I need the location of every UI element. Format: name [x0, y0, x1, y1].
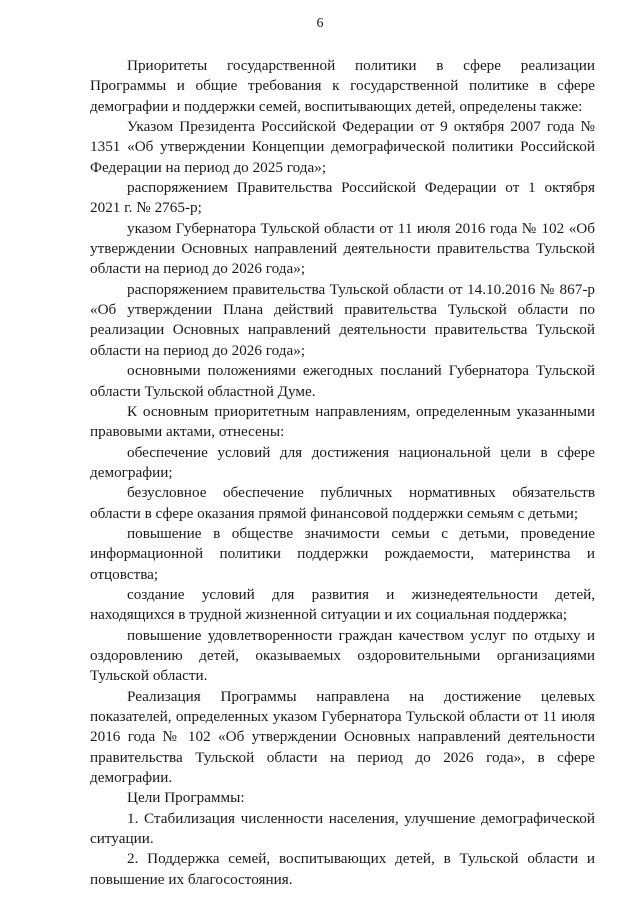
- paragraph-governor-decree: указом Губернатора Тульской области от 11 июля 2016 года № 102 «Об утверждении Основных направлений деятельности правительства Тульской области на период до 2026 года»;: [90, 219, 595, 278]
- paragraph-goal-1: 1. Стабилизация численности населения, улучшение демографической ситуации.: [90, 809, 595, 848]
- paragraph-regional-order: распоряжением правительства Тульской области от 14.10.2016 № 867-р «Об утверждении Плана действий правительства Тульской области по реализации Основных направлений деятельности правительства Тульской области на период до 2026 года»;: [90, 280, 595, 359]
- paragraph-goal-2: 2. Поддержка семей, воспитывающих детей, в Тульской области и повышение их благосостояния.: [90, 850, 595, 888]
- paragraph-program-implementation: Реализация Программы направлена на достижение целевых показателей, определенных указом Губернатора Тульской области от 11 июля 2016 года № 102 «Об утверждении Основных направлений деятельности правительства Тульской области на период до 2026 года», в сфере демографии.: [90, 687, 595, 787]
- paragraph-direction-2: безусловное обеспечение публичных нормативных обязательств области в сфере оказания прямой финансовой поддержки семьям с детьми;: [90, 484, 595, 522]
- paragraph-presidential-decree: Указом Президента Российской Федерации от 9 октября 2007 года № 1351 «Об утверждении Концепции демографической политики Российской Федерации на период до 2025 года»;: [90, 118, 595, 176]
- paragraph-direction-3: повышение в обществе значимости семьи с детьми, проведение информационной политики поддержки рождаемости, материнства и отцовства;: [90, 524, 595, 583]
- document-body: [90, 56, 595, 890]
- paragraph-priorities-intro: Приоритеты государственной политики в сфере реализации Программы и общие требования к государственной политике в сфере демографии и поддержки семей, воспитывающих детей, определены также:: [90, 57, 595, 115]
- paragraph-direction-1: обеспечение условий для достижения национальной цели в сфере демографии;: [90, 443, 595, 481]
- paragraph-main-directions: К основным приоритетным направлениям, определенным указанными правовыми актами, отнесены:: [90, 402, 595, 441]
- paragraph-direction-5: повышение удовлетворенности граждан качеством услуг по отдыху и оздоровлению детей, оказываемых оздоровительными организациями Тульской области.: [90, 626, 595, 685]
- paragraph-program-goals-heading: Цели Программы:: [127, 789, 245, 807]
- page-number: 6: [316, 16, 324, 31]
- paragraph-direction-4: создание условий для развития и жизнедеятельности детей, находящихся в трудной жизненной ситуации и их социальная поддержка;: [90, 585, 595, 624]
- paragraph-governor-messages: основными положениями ежегодных посланий Губернатора Тульской области Тульской областной Думе.: [90, 362, 595, 400]
- paragraph-government-order: распоряжением Правительства Российской Федерации от 1 октября 2021 г. № 2765-р;: [90, 179, 595, 217]
